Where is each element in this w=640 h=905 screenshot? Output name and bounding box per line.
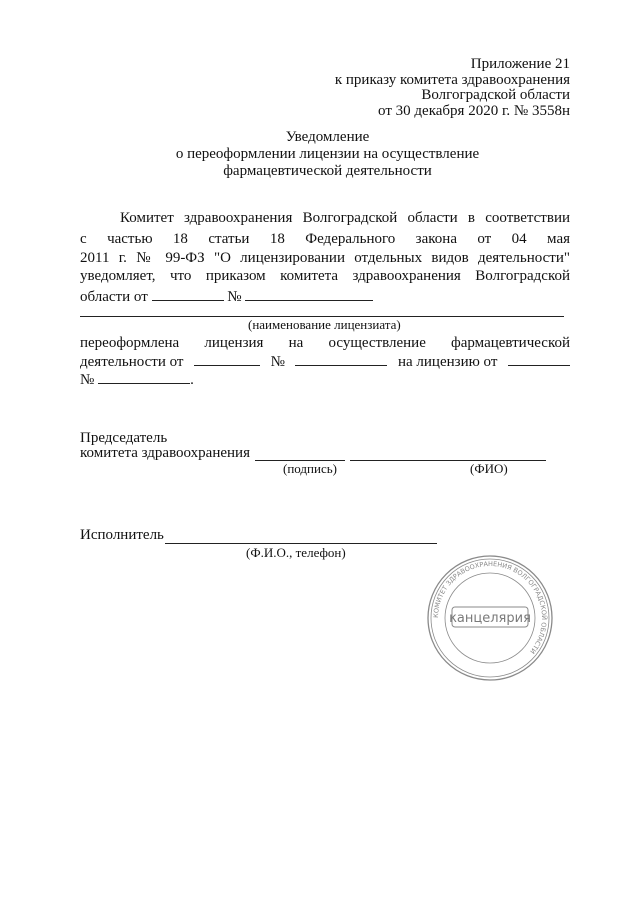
paragraph-1-line-1: Комитет здравоохранения Волгоградской области в соответствии xyxy=(120,210,570,226)
document-title xyxy=(0,129,640,180)
appendix-header xyxy=(335,57,570,119)
new-license-date-blank[interactable] xyxy=(508,351,570,366)
office-stamp xyxy=(425,553,555,683)
reissue-number-blank[interactable] xyxy=(295,351,387,366)
region-name: Волгоградской области xyxy=(421,87,570,103)
order-number-sign: № xyxy=(227,289,242,305)
chairman-title xyxy=(80,431,250,461)
order-from-label: области от xyxy=(80,289,148,305)
full-name-blank[interactable] xyxy=(350,460,546,461)
order-date: от 30 декабря 2020 г. № 3558н xyxy=(378,102,570,119)
full-name-caption: (ФИО) xyxy=(470,461,508,476)
executor-caption: (Ф.И.О., телефон) xyxy=(246,545,346,560)
paragraph-1-line-4: уведомляет, что приказом комитета здравоохранения Волгоградской xyxy=(80,268,570,284)
title-line-3: фармацевтической деятельности xyxy=(223,163,432,179)
appendix-number: Приложение 21 xyxy=(470,56,570,72)
reissue-date-blank[interactable] xyxy=(194,351,260,366)
title-line-1: Уведомление xyxy=(285,129,370,145)
signature-caption: (подпись) xyxy=(283,461,337,476)
new-license-number-blank[interactable] xyxy=(98,369,190,384)
new-license-label: на лицензию от xyxy=(397,354,498,370)
executor-label: Исполнитель xyxy=(80,527,164,543)
paragraph-1-line-2: с частью 18 статьи 18 Федерального закона от 04 мая xyxy=(80,231,570,247)
paragraph-2-line-2 xyxy=(80,351,570,370)
paragraph-1-line-5 xyxy=(80,286,570,305)
order-number-blank[interactable] xyxy=(245,286,373,301)
chairman-line-1: Председатель xyxy=(80,430,168,446)
reissue-from-label: деятельности от xyxy=(80,354,184,370)
stamp-center-text: канцелярия xyxy=(449,611,531,626)
paragraph-2-line-3 xyxy=(80,369,570,388)
paragraph-1-line-3: 2011 г. № 99-ФЗ "О лицензировании отдельных видов деятельности" xyxy=(80,250,570,266)
paragraph-2-line-1: переоформлена лицензия на осуществление фармацевтической xyxy=(80,335,570,351)
reissue-number-sign: № xyxy=(270,354,285,370)
executor-blank[interactable] xyxy=(165,543,437,544)
stamp-ring-text: КОМИТЕТ ЗДРАВООХРАНЕНИЯ ВОЛГОГРАДСКОЙ ОБЛАСТИ xyxy=(431,559,549,656)
order-date-blank[interactable] xyxy=(152,286,224,301)
licensee-caption: (наименование лицензиата) xyxy=(248,317,401,332)
order-reference: к приказу комитета здравоохранения xyxy=(334,71,570,88)
new-license-number-sign: № xyxy=(80,372,95,388)
end-period: . xyxy=(190,372,194,388)
title-line-2: о переоформлении лицензии на осуществление xyxy=(175,146,480,162)
chairman-line-2: комитета здравоохранения xyxy=(80,445,250,461)
